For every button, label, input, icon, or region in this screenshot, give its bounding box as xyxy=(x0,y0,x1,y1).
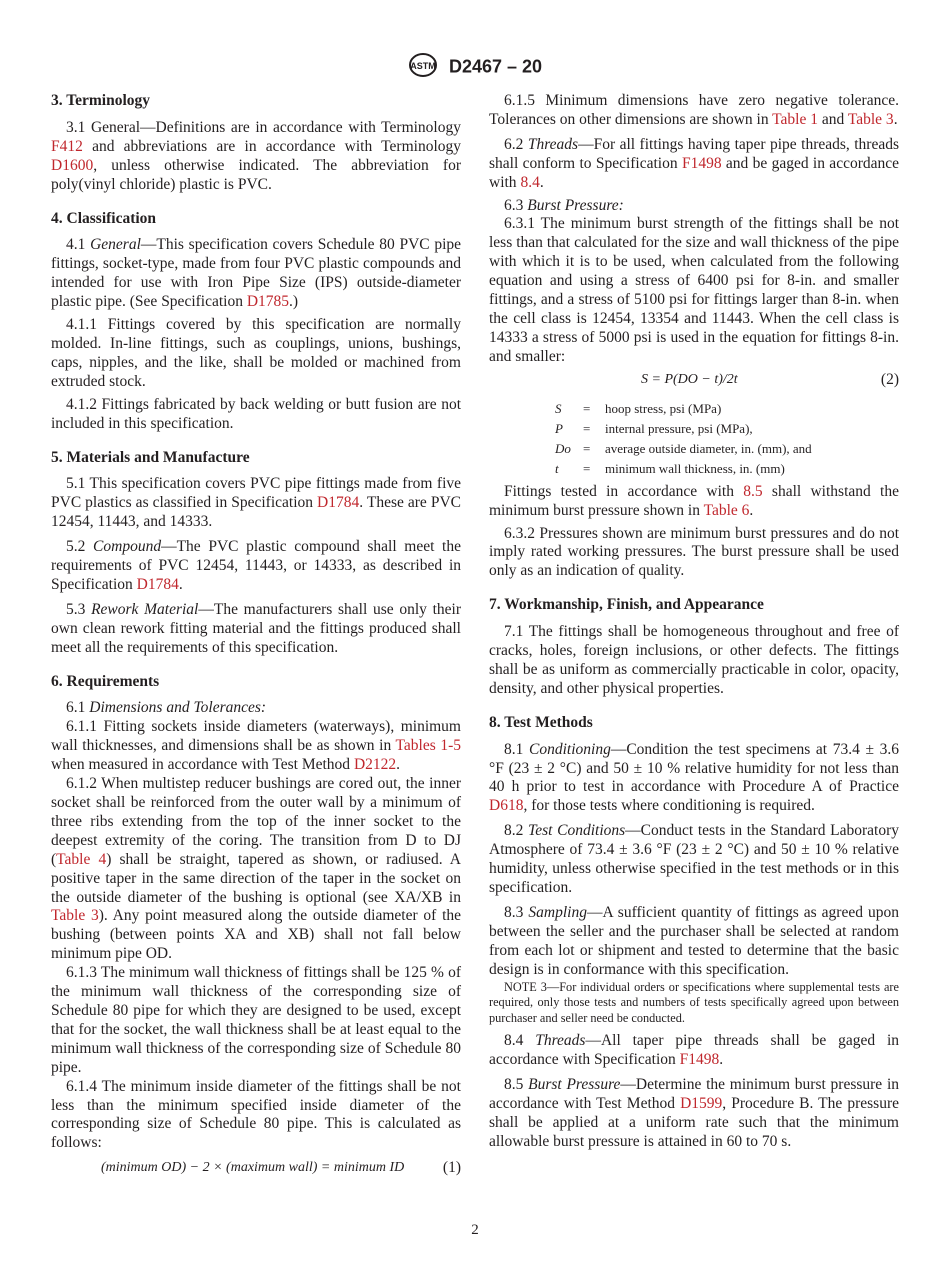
astm-logo-icon xyxy=(408,52,438,83)
para-4-1-1: 4.1.1 Fittings covered by this specification are normally molded. In-line fittings, such as couplings, unions, bushings, caps, nipples, and the like, shall be molded or machined from extruded stock. xyxy=(51,316,461,390)
link-table-3-r[interactable]: Table 3 xyxy=(847,110,894,128)
para-5-1: 5.1 This specification covers PVC pipe fittings made from five PVC plastics as classified in Specification D1784. These are PVC 12454, 11443, and 14333. xyxy=(51,475,461,531)
para-6-3-1b: Fittings tested in accordance with 8.5 shall withstand the minimum burst pressure shown in Table 6. xyxy=(489,482,899,519)
link-F412[interactable]: F412 xyxy=(51,137,83,155)
link-table-4[interactable]: Table 4 xyxy=(56,850,107,868)
link-D2122[interactable]: D2122 xyxy=(353,756,397,774)
section-4-title: 4. Classification xyxy=(51,209,157,227)
para-7-1: 7.1 The fittings shall be homogeneous throughout and free of cracks, holes, foreign inclusions, or other defects. The fittings shall be as uniform as commercially practicable in color, opacity, density, and other physical properties. xyxy=(489,623,899,697)
para-6-3-2: 6.3.2 Pressures shown are minimum burst pressures and do not imply rated working pressures. The burst pressure shall be used only as an indication of quality. xyxy=(489,524,899,580)
para-6-1: 6.1 Dimensions and Tolerances: xyxy=(66,699,267,717)
designation: D2467 – 20 xyxy=(448,56,543,77)
para-6-1-3: 6.1.3 The minimum wall thickness of fittings shall be 125 % of the minimum wall thickness of the corresponding size of Schedule 80 pipe for which they are designed to be used, except that for the socket, the wall thickness shall be at least equal to the minimum wall thickness of the corresponding size of Schedule 80 pipe. xyxy=(51,964,461,1076)
para-3-1: 3.1 General—Definitions are in accordance with Terminology F412 and abbreviations are in accordance with Terminology D1600, unless otherwise indicated. The abbreviation for poly(vinyl chloride) plastic is PVC. xyxy=(51,118,461,193)
para-6-1-1: 6.1.1 Fitting sockets inside diameters (waterways), minimum wall thicknesses, and dimensions shall be as shown in Tables 1-5 when measured in accordance with Test Method D2122. xyxy=(51,718,461,774)
note-3: NOTE 3—For individual orders or specifications where supplemental tests are required, only those tests and numbers of tests specifically agreed upon between purchaser and seller need be conducted. xyxy=(489,979,899,1025)
page-number: 2 xyxy=(471,1222,479,1238)
left-column xyxy=(51,92,461,1181)
link-table-3[interactable]: Table 3 xyxy=(51,907,99,925)
page-header xyxy=(0,52,950,83)
para-8-5: 8.5 Burst Pressure—Determine the minimum burst pressure in accordance with Test Method D1599, Procedure B. The pressure shall be applied at a uniform rate such that the minimum allowable burst pressure is attained in 60 to 70 s. xyxy=(489,1075,899,1150)
para-4-1-2: 4.1.2 Fittings fabricated by back welding or butt fusion are not included in this specification. xyxy=(51,395,461,432)
link-table-6[interactable]: Table 6 xyxy=(703,501,750,519)
para-8-4: 8.4 Threads—All taper pipe threads shall be gaged in accordance with Specification F1498. xyxy=(489,1032,900,1068)
para-8-3: 8.3 Sampling—A sufficient quantity of fittings as agreed upon between the seller and the purchaser shall be selected at random from each lot or shipment and tested to determine that the basic design is in conformance with this specification. xyxy=(489,903,899,978)
link-D1784-2[interactable]: D1784 xyxy=(136,575,179,593)
link-F1498-2[interactable]: F1498 xyxy=(679,1050,720,1068)
var-row: P = internal pressure, psi (MPa), xyxy=(555,420,753,436)
para-6-2: 6.2 Threads—For all fittings having taper pipe threads, threads shall conform to Specification F1498 and be gaged in accordance with 8.4. xyxy=(489,135,900,191)
para-8-1: 8.1 Conditioning—Condition the test specimens at 73.4 ± 3.6 °F (23 ± 2 °C) and 50 ± 10 % relative humidity for not less than 40 h prior to test in accordance with Procedure A of Practice D618, for those tests where conditioning is required. xyxy=(489,740,899,815)
link-tables-1-5[interactable]: Tables 1-5 xyxy=(395,737,461,755)
link-D1784[interactable]: D1784 xyxy=(317,494,360,512)
para-5-2: 5.2 Compound—The PVC plastic compound shall meet the requirements of PVC 12454, 11443, or 14333, as described in Specification D1784. xyxy=(51,538,461,593)
var-row: S = hoop stress, psi (MPa) xyxy=(555,400,722,416)
section-8-title: 8. Test Methods xyxy=(489,713,593,731)
link-8-5[interactable]: 8.5 xyxy=(743,482,763,500)
link-D1600[interactable]: D1600 xyxy=(51,156,94,174)
var-row: Do = average outside diameter, in. (mm), and xyxy=(555,440,812,456)
para-6-1-2: 6.1.2 When multistep reducer bushings are cored out, the inner socket shall be reinforced from the outer wall by a minimum of three ribs extending from the top of the inner socket to the deepest extremity of the coring. The transition from D to DJ (Table 4) shall be straight, tapered as shown, or radiused. A positive taper in the same direction of the taper in the socket on the outside diameter of the bushing is optional (see XA/XB in Table 3). Any point measured along the outside diameter of the bushing (between points XA and XB) shall not fall below minimum pipe OD. xyxy=(51,775,462,963)
right-column xyxy=(489,92,899,1151)
section-3-title: 3. Terminology xyxy=(51,92,151,109)
link-D1599[interactable]: D1599 xyxy=(680,1094,723,1112)
link-D618[interactable]: D618 xyxy=(489,797,524,815)
para-6-3-1: 6.3.1 The minimum burst strength of the fittings shall be not less than that calculated for the size and wall thickness of the pipe with which it is to be used, when calculated from the following equation and using a stress of 6400 psi for 8-in. and smaller fittings, and a stress of 5100 psi for fittings larger than 8-in. when the cell class is 12454, 13354 and 11443. When the cell class is 14333 a stress of 5000 psi is used in the equation for fittings 8-in. and smaller: xyxy=(489,215,899,365)
equation-2: S = P(DO − t)/2t (2) xyxy=(641,370,899,388)
para-4-1: 4.1 General—This specification covers Schedule 80 PVC pipe fittings, socket-type, made from four PVC plastic compounds and intended for use with Iron Pipe Size (IPS) outside-diameter plastic pipe. (See Specification D1785.) xyxy=(51,236,462,311)
section-5-title: 5. Materials and Manufacture xyxy=(51,448,250,466)
svg-text:ASTM: ASTM xyxy=(410,61,436,71)
link-D1785[interactable]: D1785 xyxy=(246,293,290,311)
link-8-4[interactable]: 8.4 xyxy=(520,173,540,191)
para-8-2: 8.2 Test Conditions—Conduct tests in the Standard Laboratory Atmosphere of 73.4 ± 3.6 °F (23 ± 2 °C) and 50 ± 10 % relative humidity, unless otherwise specified in the test methods or in this specification. xyxy=(489,822,900,896)
equation-1: (minimum OD) − 2 × (maximum wall) = minimum ID (1) xyxy=(101,1159,461,1177)
para-6-1-5: 6.1.5 Minimum dimensions have zero negative tolerance. Tolerances on other dimensions are shown in Table 1 and Table 3. xyxy=(489,92,899,128)
para-6-3: 6.3 Burst Pressure: xyxy=(504,196,624,214)
para-6-1-4: 6.1.4 The minimum inside diameter of the fittings shall be not less than the minimum specified inside diameter of the corresponding size of Schedule 80 pipe. This is calculated as follows: xyxy=(51,1077,461,1152)
para-5-3: 5.3 Rework Material—The manufacturers shall use only their own clean rework fitting material and the fittings produced shall meet all the requirements of this specification. xyxy=(51,600,461,656)
section-6-title: 6. Requirements xyxy=(51,672,160,690)
link-F1498[interactable]: F1498 xyxy=(681,154,722,172)
link-table-1[interactable]: Table 1 xyxy=(772,110,818,128)
var-row: t = minimum wall thickness, in. (mm) xyxy=(555,460,785,476)
section-7-title: 7. Workmanship, Finish, and Appearance xyxy=(489,596,764,614)
variable-definitions xyxy=(555,399,899,479)
